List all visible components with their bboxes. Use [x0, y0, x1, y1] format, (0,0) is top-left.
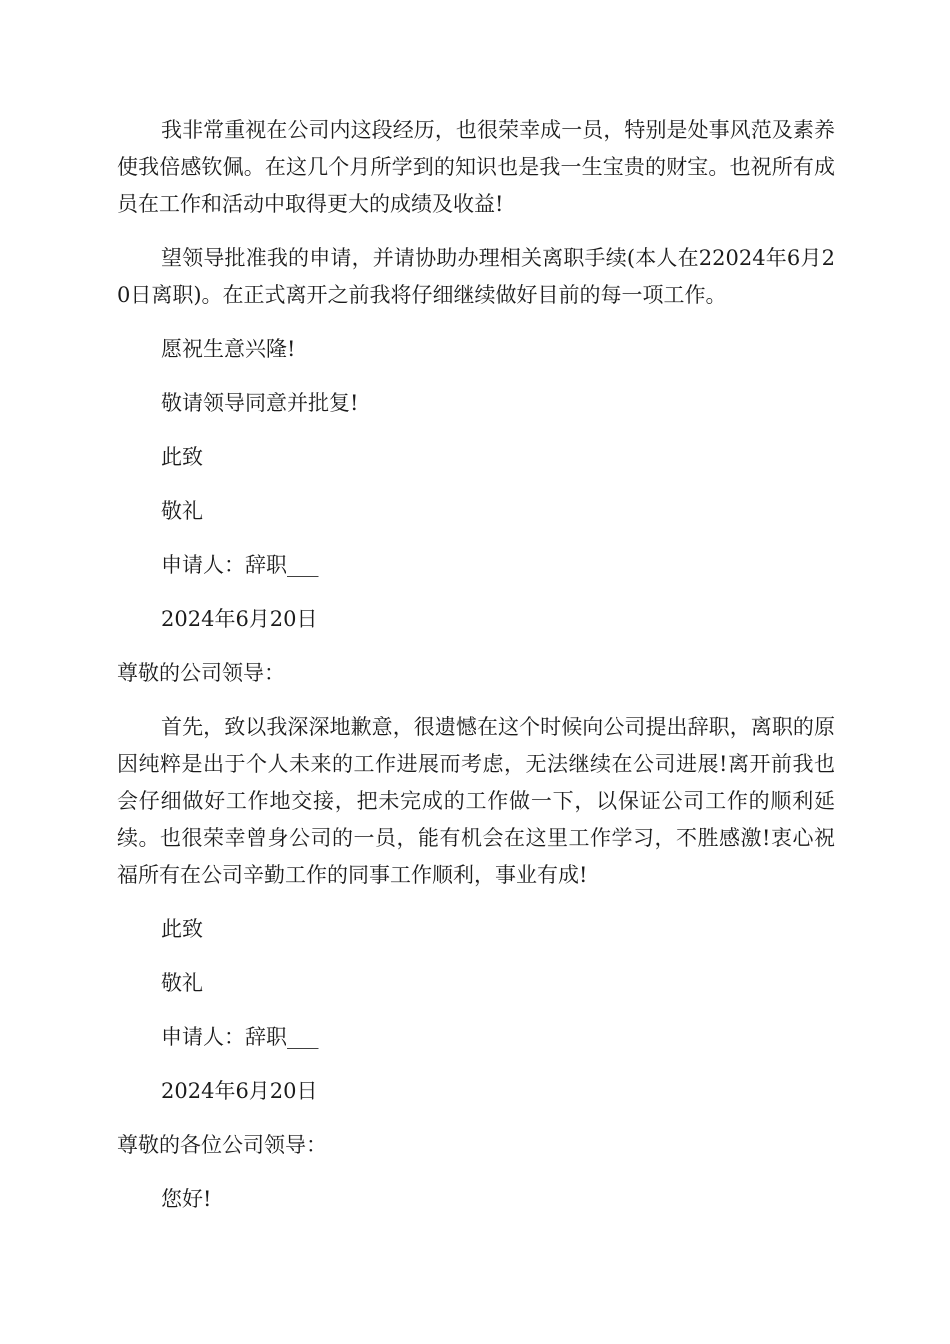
letter2-date: 2024年6月20日 — [161, 1079, 318, 1103]
letter1-closing-line-1: 此致 — [161, 445, 203, 469]
letter1-applicant: 申请人：辞职___ — [161, 553, 319, 577]
letter1-request-paragraph: 望领导批准我的申请，并请协助办理相关离职手续(本人在22024年6月20日离职)。在正式离开之前我将仔细继续做好目前的每一项工作。 — [117, 246, 835, 307]
letter1-request-approval: 敬请领导同意并批复! — [161, 391, 359, 415]
document-page — [117, 112, 835, 1235]
letter1-date: 2024年6月20日 — [161, 607, 318, 631]
letter1-wish: 愿祝生意兴隆! — [161, 337, 296, 361]
letter3-salutation: 尊敬的各位公司领导： — [117, 1133, 327, 1157]
letter3-greeting: 您好! — [161, 1187, 212, 1211]
letter2-body-paragraph: 首先，致以我深深地歉意，很遗憾在这个时候向公司提出辞职，离职的原因纯粹是出于个人未来的工作进展而考虑，无法继续在公司进展!离开前我也会仔细做好工作地交接，把未完成的工作做一下，以保证公司工作的顺利延续。也很荣幸曾身公司的一员，能有机会在这里工作学习，不胜感激!衷心祝福所有在公司辛勤工作的同事工作顺利，事业有成! — [117, 715, 835, 887]
letter1-closing-line-2: 敬礼 — [161, 499, 203, 523]
letter2-applicant: 申请人：辞职___ — [161, 1025, 319, 1049]
letter2-closing-line-2: 敬礼 — [161, 971, 203, 995]
letter1-gratitude-paragraph: 我非常重视在公司内这段经历，也很荣幸成一员，特别是处事风范及素养使我倍感钦佩。在这几个月所学到的知识也是我一生宝贵的财宝。也祝所有成员在工作和活动中取得更大的成绩及收益! — [117, 118, 835, 216]
letter2-salutation: 尊敬的公司领导： — [117, 661, 285, 685]
letter2-closing-line-1: 此致 — [161, 917, 203, 941]
